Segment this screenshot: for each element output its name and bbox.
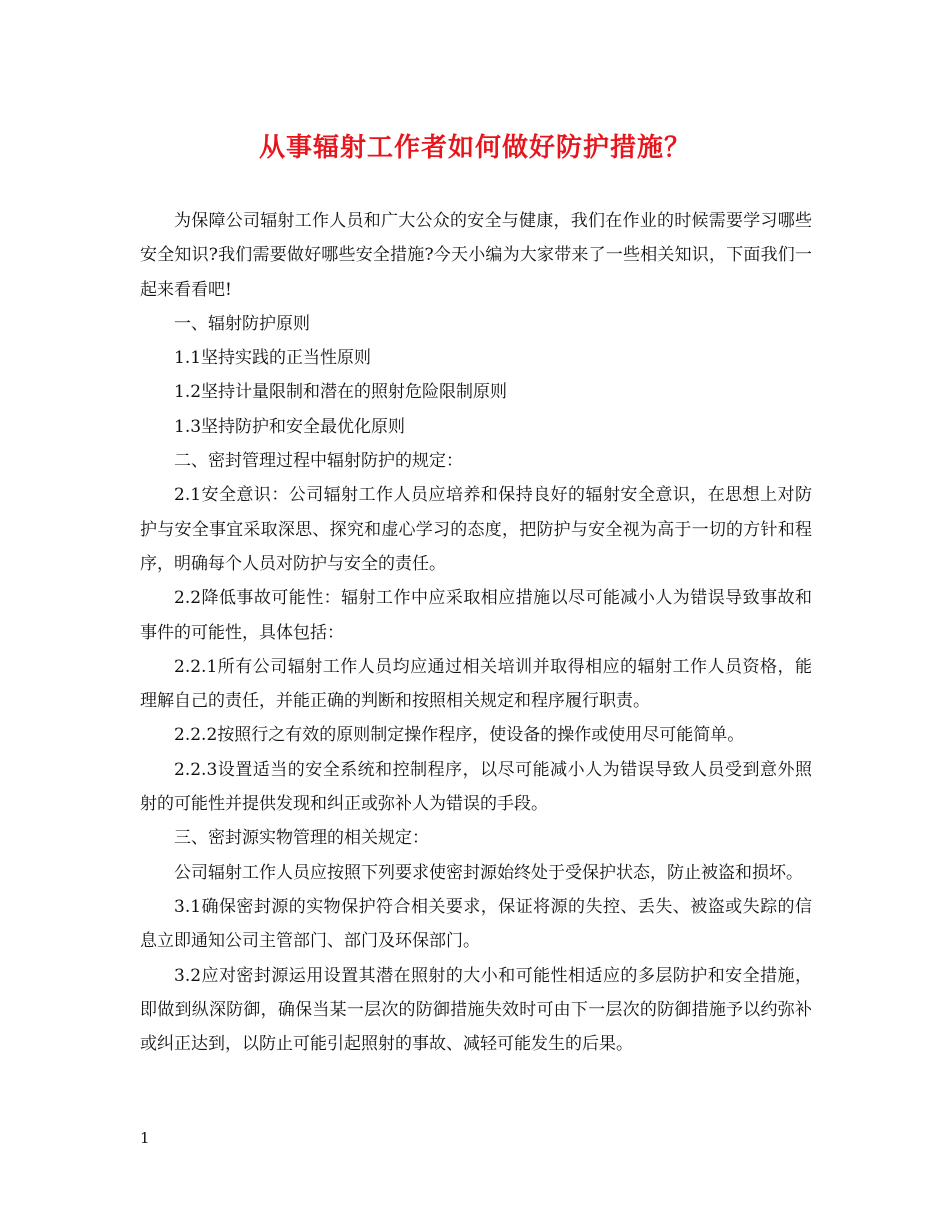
section-heading-2: 二、密封管理过程中辐射防护的规定： — [174, 451, 463, 472]
paragraph-intro: 为保障公司辐射工作人员和广大公众的安全与健康，我们在作业的时候需要学习哪些安全知识?我们需要做好哪些安全措施?今天小编为大家带来了一些相关知识，下面我们一起来看看吧! — [140, 211, 812, 300]
section-heading-1: 一、辐射防护原则 — [174, 313, 310, 334]
paragraph-2-2: 2.2降低事故可能性：辐射工作中应采取相应措施以尽可能减小人为错误导致事故和事件的可能性，具体包括： — [140, 588, 812, 643]
paragraph-3-intro: 公司辐射工作人员应按照下列要求使密封源始终处于受保护状态，防止被盗和损坏。 — [174, 862, 803, 883]
list-item-1-1: 1.1坚持实践的正当性原则 — [174, 348, 372, 369]
list-item-1-3: 1.3坚持防护和安全最优化原则 — [174, 416, 406, 437]
paragraph-2-1: 2.1安全意识：公司辐射工作人员应培养和保持良好的辐射安全意识，在思想上对防护与安全事宜采取深思、探究和虚心学习的态度，把防护与安全视为高于一切的方针和程序，明确每个人员对防护与安全的责任。 — [140, 485, 812, 574]
paragraph-3-1: 3.1确保密封源的实物保护符合相关要求，保证将源的失控、丢失、被盗或失踪的信息立即通知公司主管部门、部门及环保部门。 — [140, 896, 812, 952]
document-body — [140, 204, 812, 1061]
page-title: 从事辐射工作者如何做好防护措施？ — [258, 133, 691, 163]
paragraph-2-2-2: 2.2.2按照行之有效的原则制定操作程序，使设备的操作或使用尽可能简单。 — [174, 725, 745, 746]
section-heading-3: 三、密封源实物管理的相关规定： — [174, 828, 429, 849]
page-number: 1 — [140, 1129, 150, 1147]
paragraph-3-2: 3.2应对密封源运用设置其潜在照射的大小和可能性相适应的多层防护和安全措施，即做到纵深防御，确保当某一层次的防御措施失效时可由下一层次的防御措施予以约弥补或纠正达到，以防止可能引起照射的事故、减轻可能发生的后果。 — [140, 965, 812, 1055]
list-item-1-2: 1.2坚持计量限制和潜在的照射危险限制原则 — [174, 382, 508, 403]
paragraph-2-2-1: 2.2.1所有公司辐射工作人员均应通过相关培训并取得相应的辐射工作人员资格，能理解自己的责任，并能正确的判断和按照相关规定和程序履行职责。 — [140, 656, 812, 712]
paragraph-2-2-3: 2.2.3设置适当的安全系统和控制程序，以尽可能减小人为错误导致人员受到意外照射的可能性并提供发现和纠正或弥补人为错误的手段。 — [140, 759, 812, 815]
